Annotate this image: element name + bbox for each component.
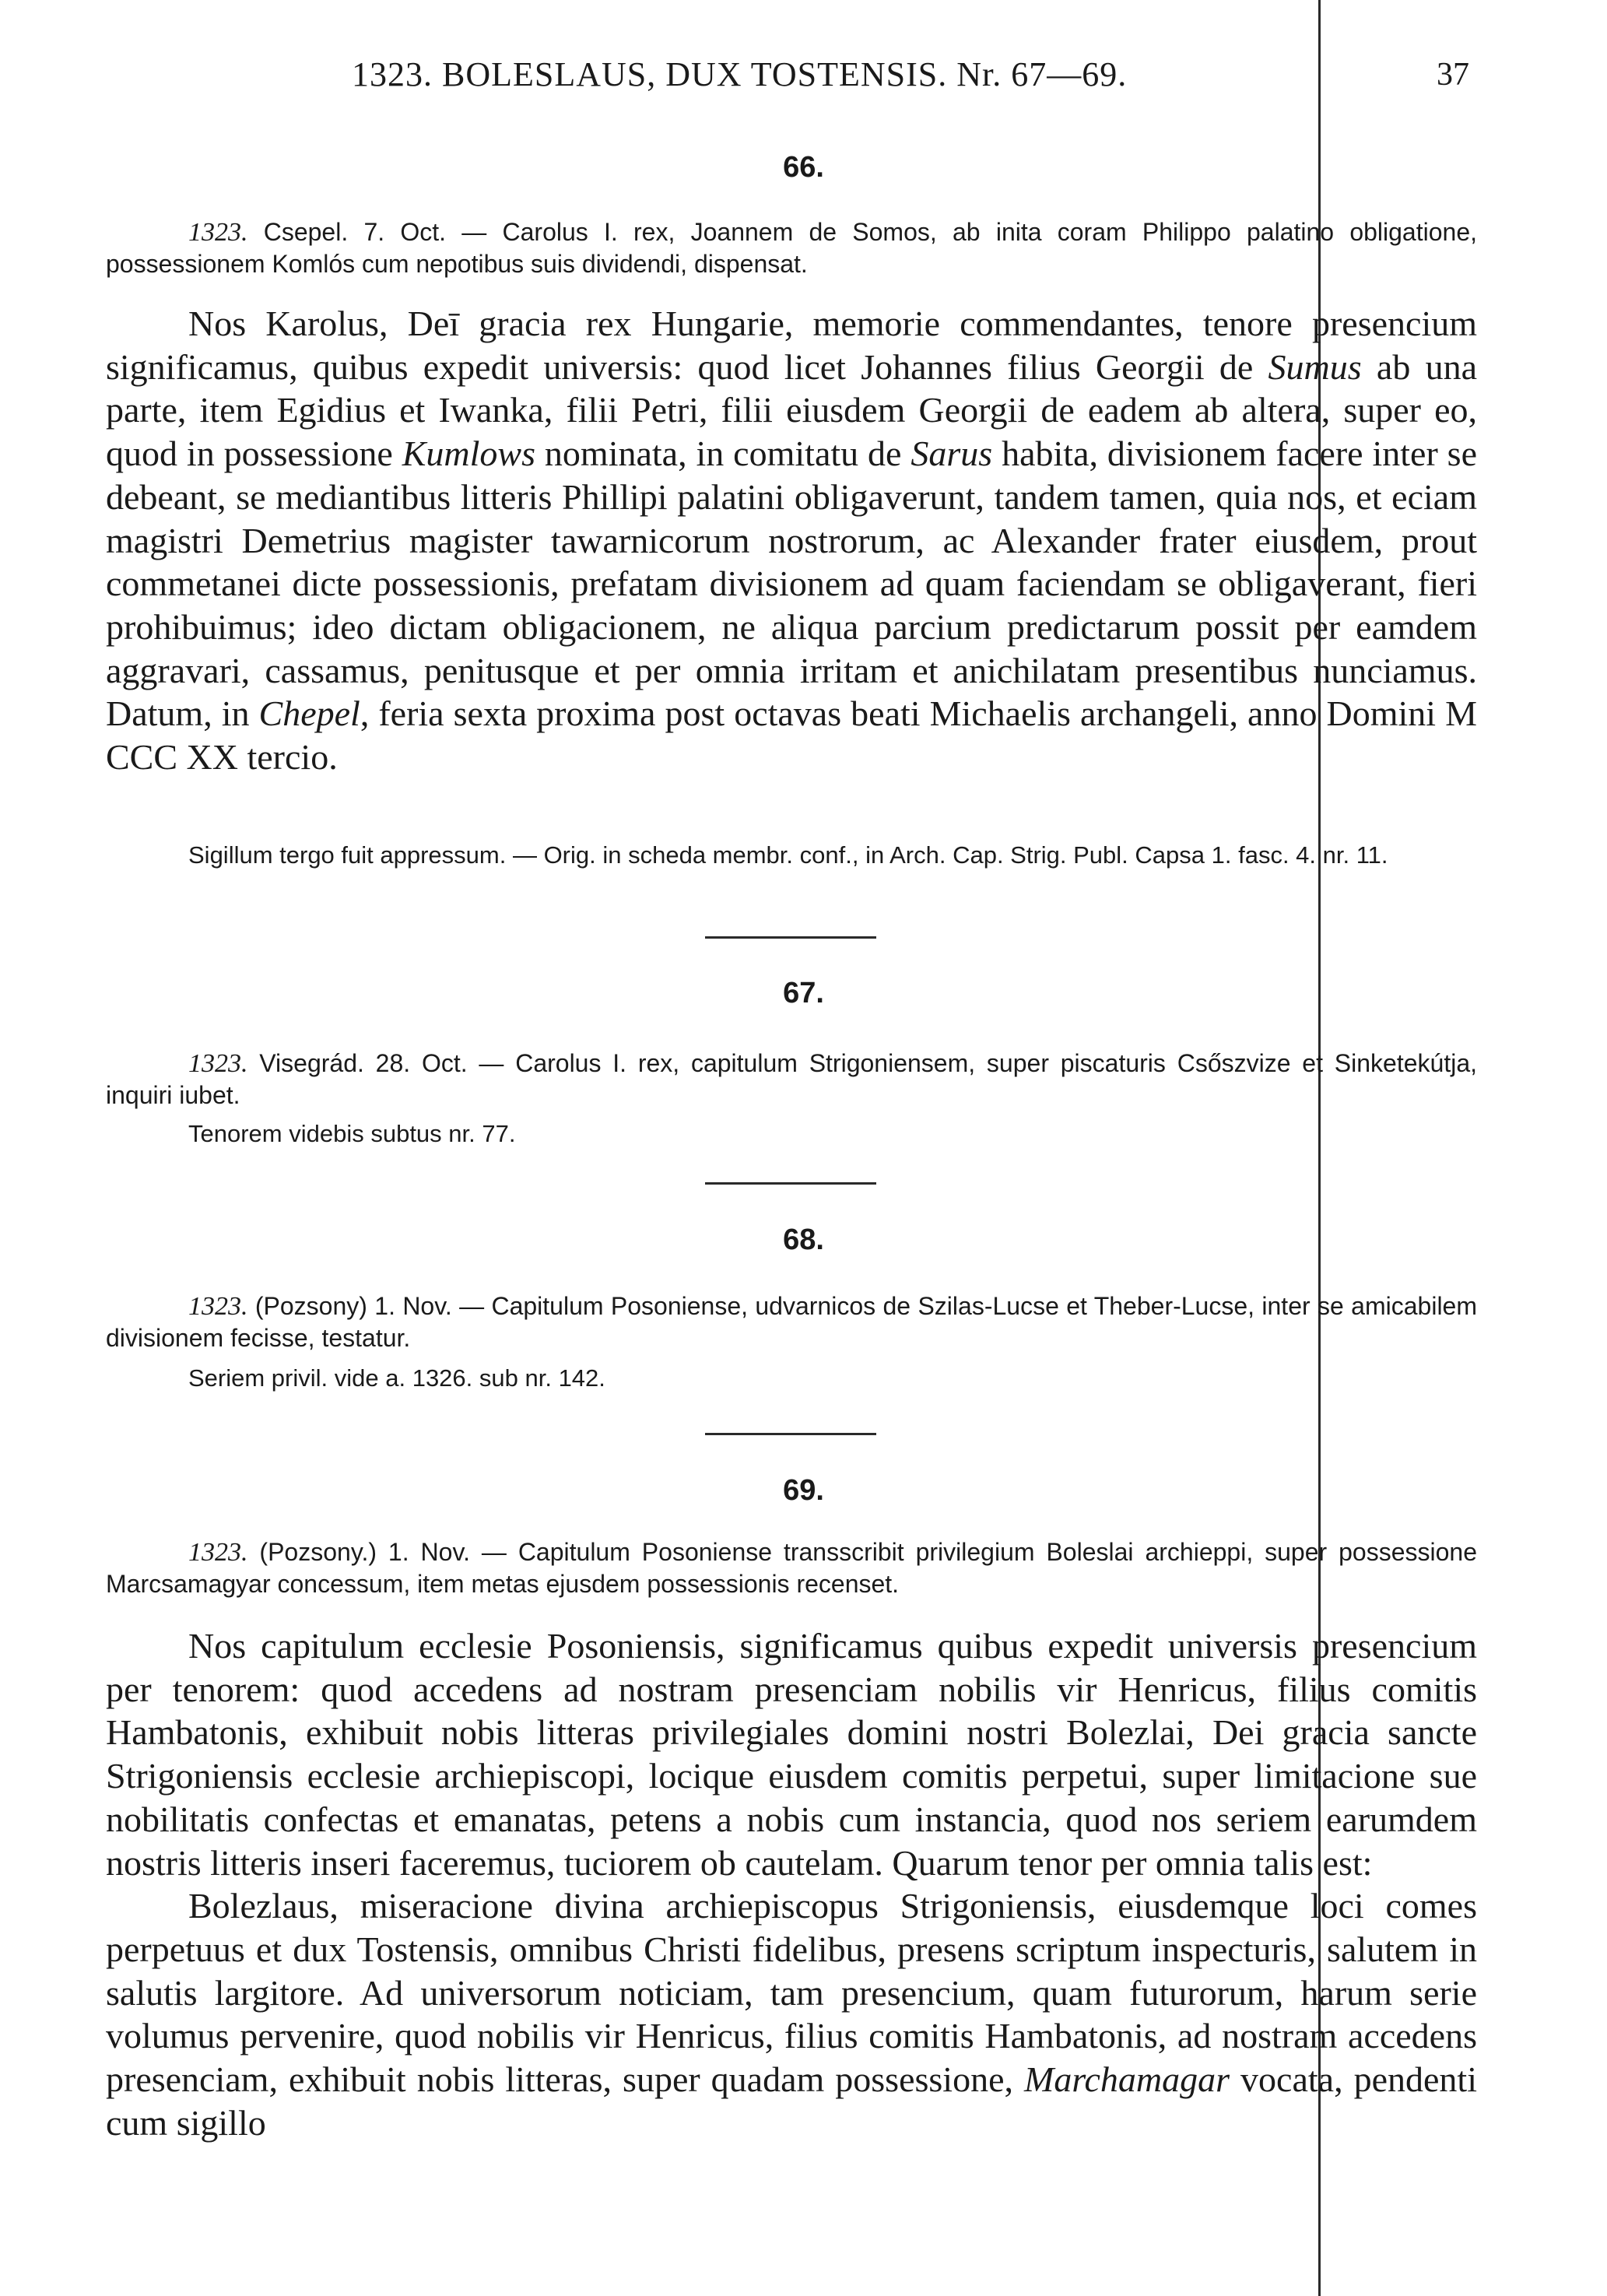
doc-66-regest-text: Csepel. 7. Oct. — Carolus I. rex, Joannem de Somos, ab inita coram Philippo palatino obligatione, possessionem Komlós cum nepotibus suis dividendi, dispensat. xyxy=(106,218,1477,278)
section-divider xyxy=(705,936,876,939)
doc-67-regest xyxy=(106,1048,1477,1111)
section-divider xyxy=(705,1182,876,1185)
doc-68-regest-text: (Pozsony) 1. Nov. — Capitulum Posoniense, udvarnicos de Szilas-Lucse et Theber-Lucse, inter se amicabilem divisionem fecisse, testatur. xyxy=(106,1292,1477,1352)
doc-67-year: 1323. xyxy=(188,1049,248,1078)
doc-67-note xyxy=(106,1118,1477,1150)
doc-66-year: 1323. xyxy=(188,218,248,247)
doc-69-paragraph-2 xyxy=(106,1884,1477,2144)
doc-69-regest xyxy=(106,1536,1477,1599)
doc-66-place-name-4: Chepel xyxy=(258,693,360,734)
doc-66-body-part-5: , feria sexta proxima post octavas beati Michaelis archangeli, anno Domini M CCC XX tercio. xyxy=(106,693,1477,778)
doc-66-body-part-2: ab una parte, item Egidius et Iwanka, filii Petri, filii eiusdem Georgii de eadem ab altera, super eo, quod in possessione xyxy=(106,346,1477,474)
doc-69-number-text: 69. xyxy=(783,1474,824,1507)
section-divider xyxy=(705,1433,876,1435)
doc-66-note: Sigillum tergo fuit appressum. — Orig. in scheda membr. conf., in Arch. Cap. Strig. Publ. Capsa 1. fasc. 4. nr. 11. xyxy=(188,841,1388,869)
doc-67-regest-text: Visegrád. 28. Oct. — Carolus I. rex, capitulum Strigoniensem, super piscaturis Csőszvize et Sinketekútja, inquiri iubet. xyxy=(106,1049,1477,1109)
doc-66-body-part-1: Nos Karolus, Deī gracia rex Hungarie, memorie commendantes, tenore presencium significamus, quibus expedit universis: quod licet Johannes filius Georgii de xyxy=(106,304,1477,387)
doc-69-regest-text: (Pozsony.) 1. Nov. — Capitulum Posoniense transscribit privilegium Boleslai archieppi, super possessione Marcsamagyar concessum, item metas ejusdem possessionis recenset. xyxy=(106,1538,1477,1598)
running-head: 1323. BOLESLAUS, DUX TOSTENSIS. Nr. 67—69. xyxy=(352,55,1128,93)
doc-67-note-text: Tenorem videbis subtus nr. 77. xyxy=(188,1120,516,1147)
page-number: 37 xyxy=(1437,57,1469,93)
doc-66-place-name-1: Sumus xyxy=(1268,346,1362,387)
doc-68-regest xyxy=(106,1290,1477,1353)
doc-69-place-name: Marchamagar xyxy=(1024,2059,1230,2100)
doc-68-note-text: Seriem privil. vide a. 1326. sub nr. 142. xyxy=(188,1364,605,1392)
doc-67-number xyxy=(0,977,1607,1010)
doc-68-note xyxy=(106,1362,1477,1395)
doc-67-number-text: 67. xyxy=(783,977,824,1009)
doc-69-body xyxy=(106,1624,1477,2144)
doc-69-paragraph-2-part-1: Bolezlaus, miseracione divina archiepiscopus Strigoniensis, eiusdemque loci comes perpetuus et dux Tostensis, omnibus Christi fidelibus, presens scriptum inspecturis, salutem in salutis largitore. Ad universorum noticiam, tam presencium, quam futurorum, harum serie volumus pervenire, quod nobilis vir Henricus, filius comitis Hambatonis, ad nostram accedens presenciam, exhibuit nobis litteras, super quadam possessione, xyxy=(106,1886,1477,2100)
doc-68-number-text: 68. xyxy=(783,1223,824,1256)
doc-66-body xyxy=(106,302,1477,779)
doc-68-year: 1323. xyxy=(188,1292,248,1321)
doc-69-year: 1323. xyxy=(188,1538,248,1567)
doc-66-number xyxy=(0,151,1607,184)
doc-66-place-name-3: Sarus xyxy=(911,434,993,474)
doc-68-number xyxy=(0,1223,1607,1257)
doc-69-paragraph-2-part-2: vocata, pendenti cum sigillo xyxy=(106,2059,1477,2143)
doc-69-number xyxy=(0,1474,1607,1508)
doc-66-regest xyxy=(106,216,1477,279)
doc-66-number-text: 66. xyxy=(783,151,824,184)
doc-66-body-part-4: habita, divisionem facere inter se debeant, se mediantibus litteris Phillipi palatini obligaverunt, tandem tamen, quia nos, et eciam magistri Demetrius magister tawarnicorum nostrorum, ac Alexander frater eiusdem, prout commetanei dicte possessionis, prefatam divisionem ad quam faciendam se obligaverant, fieri prohibuimus; ideo dictam obligacionem, ne aliqua parcium predictarum possit per eamdem aggravari, cassamus, penitusque et per omnia irritam et anichilatam presentibus nunciamus. Datum, in xyxy=(106,434,1478,734)
doc-69-paragraph-1: Nos capitulum ecclesie Posoniensis, significamus quibus expedit universis presencium per tenorem: quod accedens ad nostram presenciam nobilis vir Henricus, filius comitis Hambatonis, exhibuit nobis litteras privilegiales domini nostri Bolezlai, Dei gracia sancte Strigoniensis ecclesie archiepiscopi, locique eiusdem comitis perpetui, super limitacione sue nobilitatis confectas et emanatas, petens a nobis cum instancia, quod nos seriem earumdem nostris litteris inseri faceremus, tuciorem ob cautelam. Quarum tenor per omnia talis est: xyxy=(106,1626,1477,1883)
doc-66-place-name-2: Kumlows xyxy=(402,434,535,474)
doc-66-body-part-3: nominata, in comitatu de xyxy=(535,434,911,474)
